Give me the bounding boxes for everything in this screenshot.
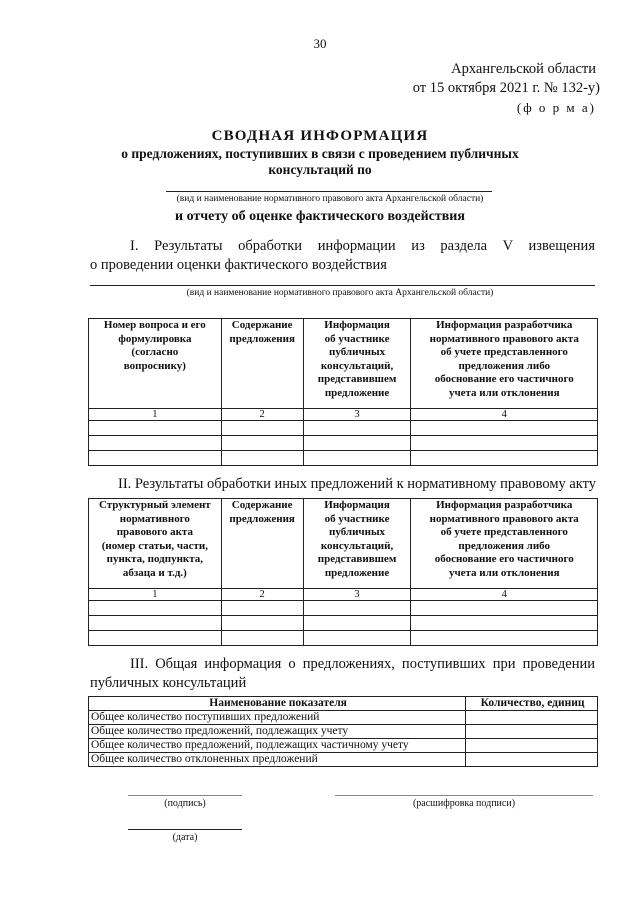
- page-number: 30: [313, 36, 327, 51]
- col-header-question: Номер вопроса и его формулировка (согласно вопроснику): [89, 319, 222, 409]
- table-row: [89, 616, 598, 631]
- date-caption: (дата): [172, 832, 198, 843]
- table-row: Общее количество поступивших предложений: [89, 711, 598, 725]
- col-header-participant: Информация об участнике публичных консультаций, представившем предложение: [303, 319, 411, 409]
- section1-heading-cont: о проведении оценки фактического воздействия: [90, 257, 387, 273]
- doc-subtitle-2: консультаций по: [268, 162, 372, 177]
- table-row: Общее количество предложений, подлежащих учету: [89, 725, 598, 739]
- col-header-element: Структурный элемент нормативного правового акта (номер статьи, части, пункта, подпункта, абзаца и т.д.): [89, 499, 222, 589]
- section3-heading-cont: публичных консультаций: [90, 675, 247, 691]
- col-header-indicator: Наименование показателя: [89, 697, 466, 711]
- fill-line-2: [90, 285, 595, 286]
- act-caption-2: (вид и наименование нормативного правового акта Архангельской области): [186, 288, 494, 298]
- col-header-participant: Информация об участнике публичных консультаций, представившем предложение: [303, 499, 411, 589]
- table-row: [89, 631, 598, 646]
- col-header-content: Содержание предложения: [221, 319, 303, 409]
- table-row: [89, 421, 598, 436]
- table-row: Общее количество отклоненных предложений: [89, 753, 598, 767]
- col-header-content: Содержание предложения: [221, 499, 303, 589]
- section3-heading: III. Общая информация о предложениях, поступивших при проведении: [130, 656, 595, 672]
- doc-subtitle-1: о предложениях, поступивших в связи с проведением публичных: [121, 146, 519, 161]
- decode-line: [335, 795, 593, 796]
- signature-caption: (подпись): [164, 798, 206, 809]
- doc-subtitle-3: и отчету об оценке фактического воздействия: [175, 209, 465, 224]
- results-table-1: [88, 318, 598, 466]
- fill-line: [166, 191, 492, 192]
- decode-caption: (расшифровка подписи): [412, 798, 516, 809]
- form-label: (ф о р м а): [516, 100, 596, 115]
- date-line: [128, 829, 242, 830]
- table-row: [89, 601, 598, 616]
- col-header-developer: Информация разработчика нормативного правового акта об учете представленного предложения либо обоснование его частичного учета или отклонения: [411, 319, 598, 409]
- signature-line: [128, 795, 242, 796]
- header-order: от 15 октября 2021 г. № 132-у): [412, 80, 600, 96]
- col-header-developer: Информация разработчика нормативного правового акта об учете представленного предложения либо обоснование его частичного учета или отклонения: [411, 499, 598, 589]
- section1-heading: I. Результаты обработки информации из раздела V извещения: [130, 238, 595, 254]
- table-row: [89, 451, 598, 466]
- table-row: [89, 436, 598, 451]
- table-row: Общее количество предложений, подлежащих частичному учету: [89, 739, 598, 753]
- act-caption: (вид и наименование нормативного правового акта Архангельской области): [176, 194, 484, 204]
- section2-heading: II. Результаты обработки иных предложений к нормативному правовому акту: [118, 476, 597, 492]
- header-region: Архангельской области: [451, 61, 596, 77]
- doc-title: СВОДНАЯ ИНФОРМАЦИЯ: [211, 128, 429, 144]
- col-header-quantity: Количество, единиц: [466, 697, 598, 711]
- table-row-numbers: 1 2 3 4: [89, 409, 598, 421]
- results-table-2: [88, 498, 598, 646]
- table-row-numbers: 1 2 3 4: [89, 589, 598, 601]
- summary-table: [88, 696, 598, 767]
